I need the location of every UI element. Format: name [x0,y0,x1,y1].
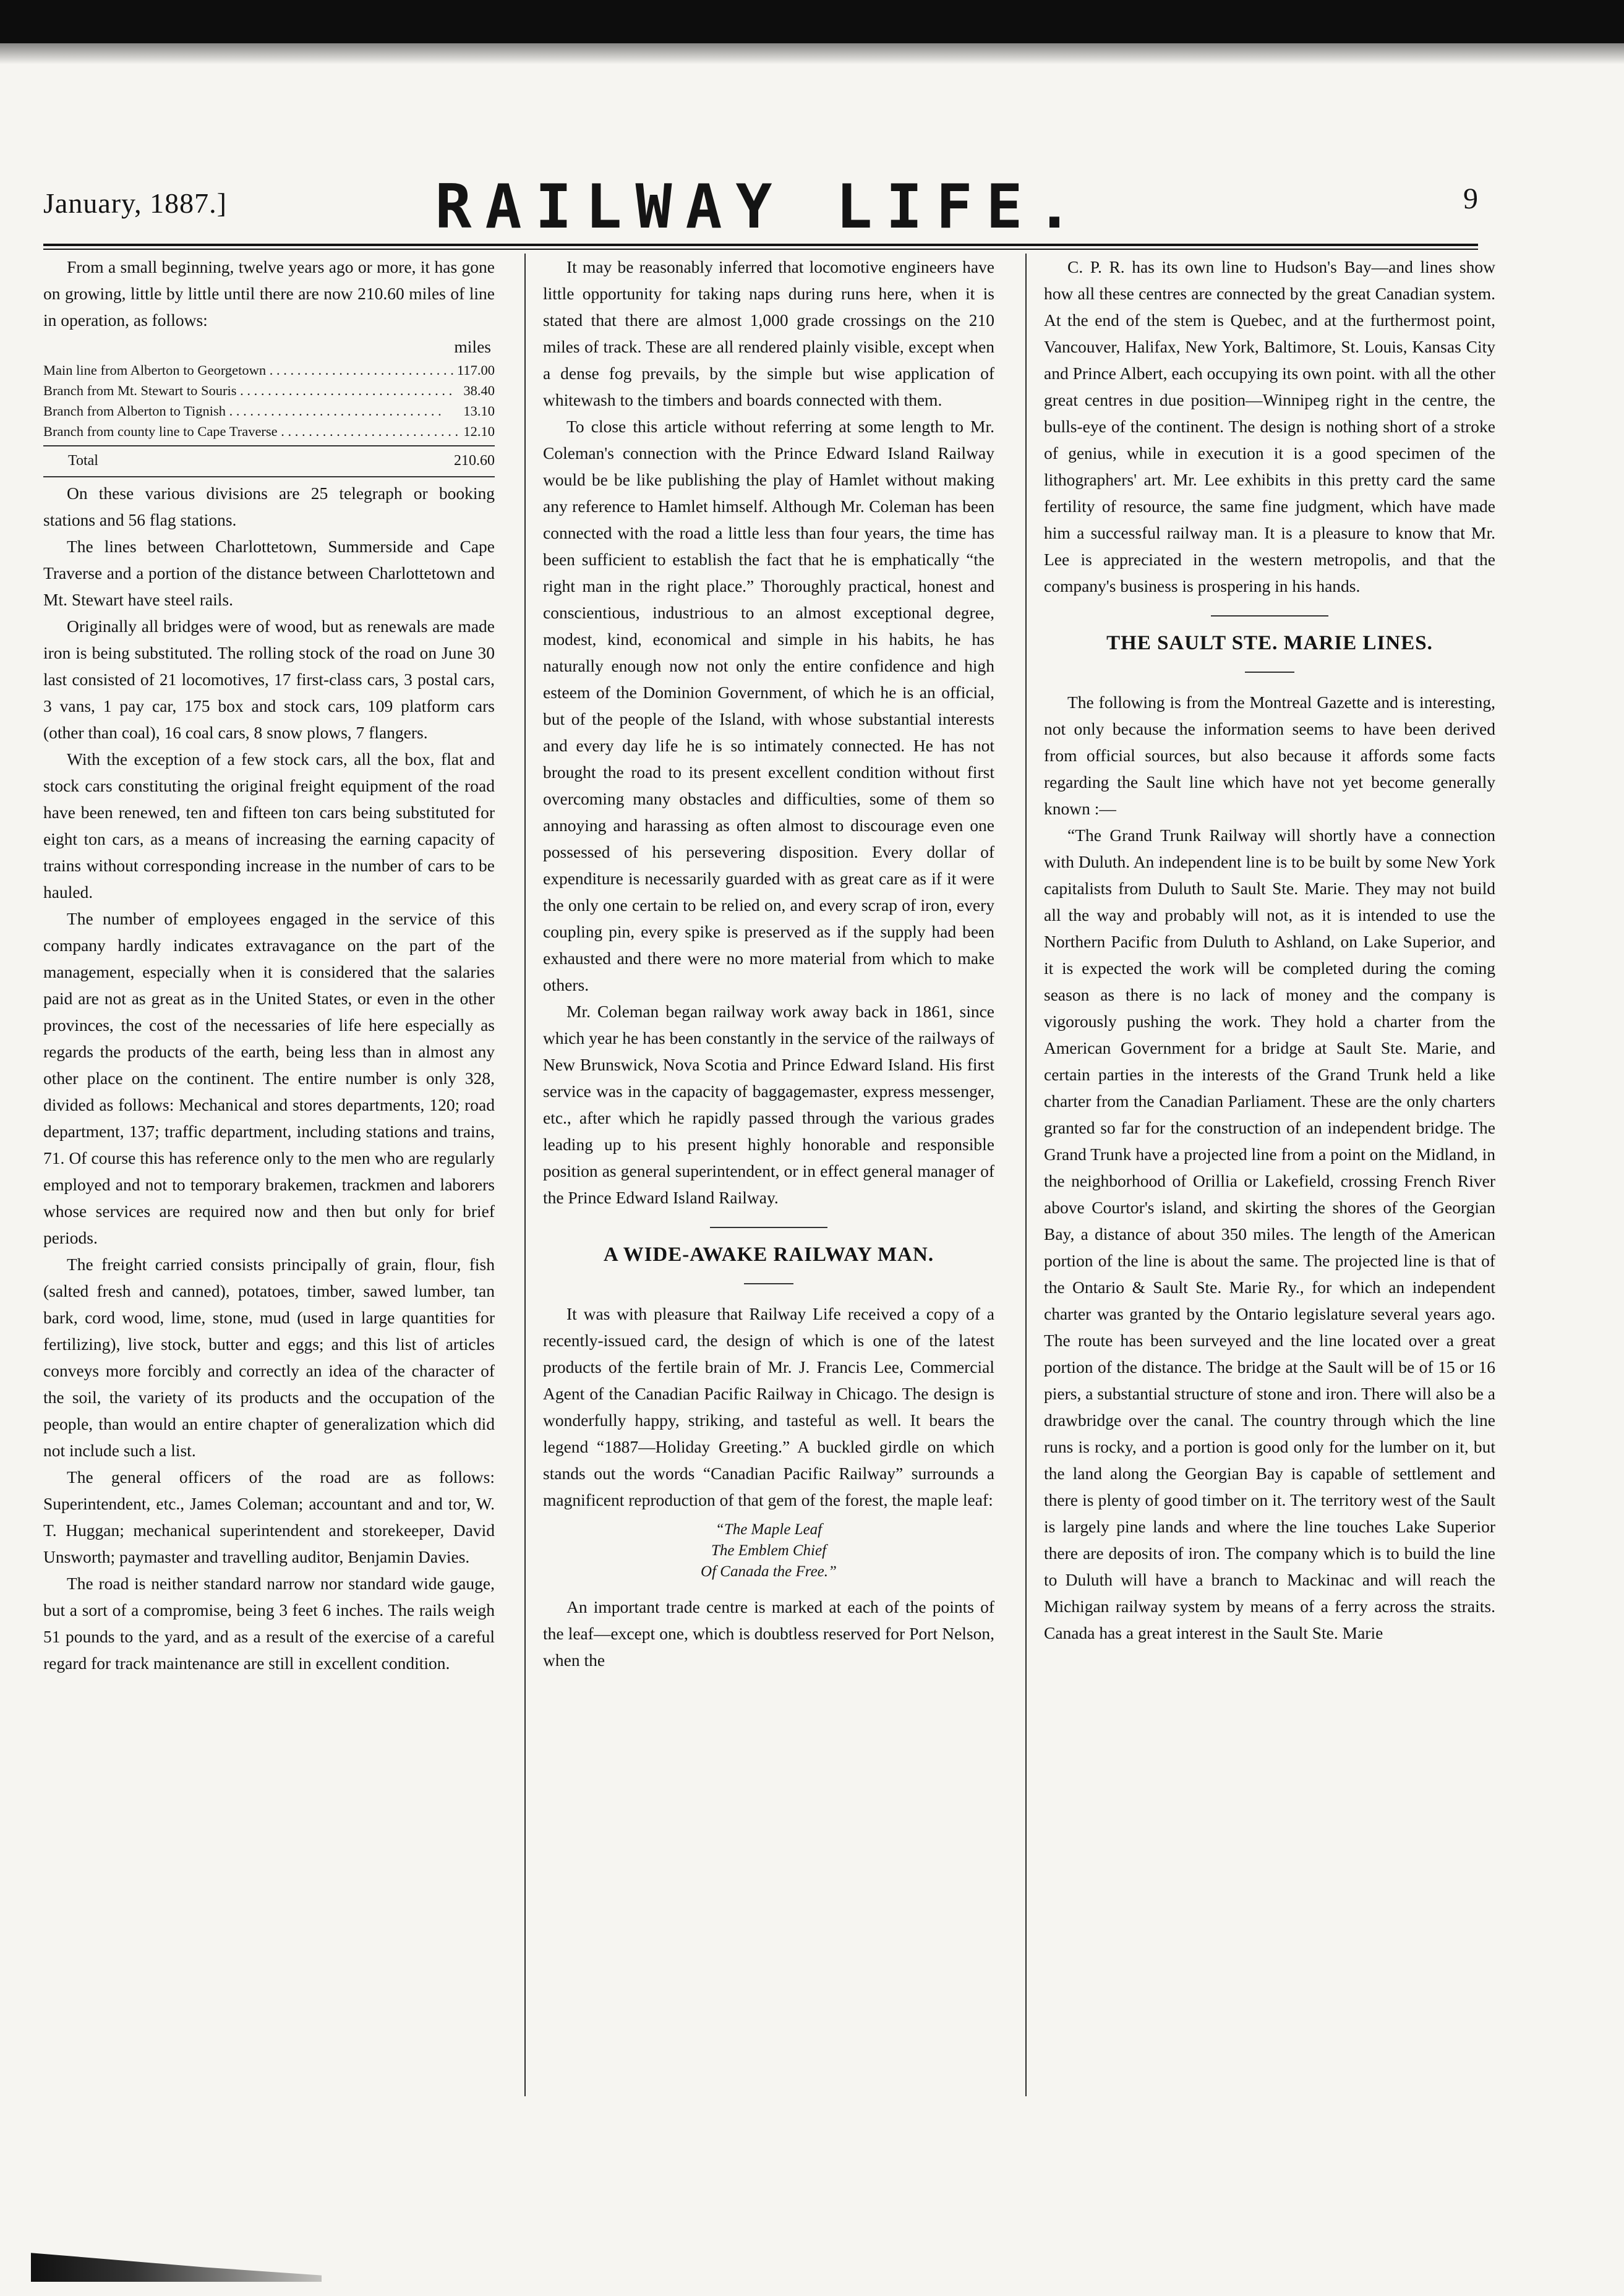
mileage-line-name: Branch from Mt. Stewart to Souris . . . [43,380,459,401]
paragraph: The general officers of the road are as follows: Superintendent, etc., James Coleman; accountant and and tor, W. T. Huggan; mechanical superintendent and storekeeper, David Unsworth; paymaster and travelling auditor, Benjamin Davies. [43,1467,495,1566]
miles-column-header: miles [454,337,491,356]
paragraph: The road is neither standard narrow nor standard wide gauge, but a sort of a compromise, being 3 feet 6 inches. The rails weigh 51 pounds to the yard, and as a result of the exercise of a careful regard for track maintenance are still in excellent condition. [43,1574,495,1673]
mileage-value: 13.10 [463,403,495,419]
column-3 [1044,254,1495,2109]
paragraph: “The Grand Trunk Railway will shortly have a connection with Duluth. An independent line is to be built by some New York capitalists from Duluth to Sault Ste. Marie. They may not build all the way and probably will not, as it is intended to use the Northern Pacific from Duluth to Ashland, on Lake Superior, and it is expected the work will be completed during the coming season as there is no lack of money and the company is vigorously pushing the work. They hold a charter from the American Government for a bridge at Sault Ste. Marie, and certain parties in the interests of the Grand Trunk held a like charter from the Canadian Parliament. These are the only charters granted so far for the construction of an independent bridge. The Grand Trunk have a projected line from a point on the Midland, in the neighborhood of Orillia or Lakefield, crossing French River above Courtor's island, and skirting the shores of the Georgian Bay, a distance of about 350 miles. The length of the American portion of the line is about the same. The projected line is that of the Ontario & Sault Ste. Marie Ry., for which an independent charter was granted by the Ontario legislature several years ago. The route has been surveyed and the line located over a great portion of the distance. The bridge at the Sault will be of 15 or 16 piers, a substantial structure of stone and iron. There will also be a drawbridge over the canal. The country through which the line runs is rocky, and a portion is good only for the lumber on it, but the land along the Georgian Bay is capable of settlement and there is plenty of good timber on it. The territory west of the Sault is largely pine lands and where the line touches Lake Superior there are deposits of iron. The company which is to build the line to Duluth will have a branch to Mackinac and will reach the Michigan railway system by means of a ferry across the straits. Canada has a great interest in the Sault Ste. Marie [1044,826,1495,1642]
paragraph: The following is from the Montreal Gazette and is interesting, not only because the information seems to have been derived from official sources, but also because it affords some facts regarding the Sault line which have not yet become generally known :— [1044,693,1495,818]
paragraph: On these various divisions are 25 telegraph or booking stations and 56 flag stations. [43,484,495,529]
mileage-value: 38.40 [463,383,495,398]
mileage-line-name: Branch from county line to Cape Traverse . . . [43,421,459,442]
table-rule [43,476,495,477]
paragraph: The lines between Charlottetown, Summerside and Cape Traverse and a portion of the distance between Charlottetown and Mt. Stewart have steel rails. [43,537,495,609]
mileage-total-label: Total [68,453,98,469]
column-2 [543,254,994,2109]
article-heading: A WIDE-AWAKE RAILWAY MAN. [603,1244,934,1266]
paragraph: C. P. R. has its own line to Hudson's Bay—and lines show how all these centres are connected by the great Canadian system. At the end of the stem is Quebec, and at the furthermost point, Vancouver, Halifax, New York, Baltimore, St. Louis, Kansas City and Prince Albert, each occupying its own point. with all the other great centres in due position—Winnipeg right in the centre, the bulls-eye of the continent. The design is nothing short of a stroke of genius, while in execution it is a good specimen of the lithographers' art. Mr. Lee exhibits in this pretty card the same fertility of resource, the same fine judgment, which have made him a successful railway man. It is a pleasure to know that Mr. Lee is appreciated in the western metropolis, and that the company's business is prospering in his hands. [1044,257,1495,595]
mileage-row [43,360,495,380]
section-separator [710,1227,827,1228]
mileage-total-value: 210.60 [454,453,495,469]
paragraph: Mr. Coleman began railway work away back in 1861, since which year he has been constantly in the service of the railways of New Brunswick, Nova Scotia and Prince Edward Island. His first service was in the capacity of baggagemaster, express messenger, etc., after which he rapidly passed through the various grades leading up to his present highly honorable and responsible position as general superintendent, or in effect general manager of the Prince Edward Island Railway. [543,1002,994,1207]
mileage-line-name: Main line from Alberton to Georgetown . . . [43,360,453,380]
paragraph: An important trade centre is marked at each of the points of the leaf—except one, which is doubtless reserved for Port Nelson, when the [543,1597,994,1670]
paragraph: With the exception of a few stock cars, all the box, flat and stock cars constituting the original freight equipment of the road have been renewed, ten and fifteen ton cars being substituted for eight ton cars, as a means of increasing the earning capacity of trains without corresponding increase in the number of cars to be hauled. [43,749,495,902]
mileage-row [43,380,495,401]
verse-line: The Emblem Chief [711,1542,827,1559]
heading-underline [744,1283,793,1284]
column-divider [1025,254,1027,2096]
paragraph: To close this article without referring at some length to Mr. Coleman's connection with the Prince Edward Island Railway would be be like publishing the play of Hamlet without making any reference to Hamlet himself. Although Mr. Coleman has been connected with the road a little less than four years, the time has been sufficient to establish the fact that he is emphatically “the right man in the right place.” Thoroughly practical, honest and conscientious, industrious to an almost exceptional degree, modest, kind, economical and simple in his habits, he has naturally enough now not only the entire confidence and high esteem of the Dominion Government, of which he is an official, but of the people of the Island, with whose substantial interests and every day life he is so intimately connected. He has not brought the road to its present excellent condition without first overcoming many obstacles and difficulties, some of them so annoying and harassing as often almost to discourage even one possessed of his persevering disposition. Every dollar of expenditure is necessarily guarded with as great care as if it were the only one certain to be relied on, and every scrap of iron, every coupling pin, every spike is preserved as if the supply had been exhausted and there were no more material from which to make others. [543,417,994,994]
mileage-total-row [43,449,495,472]
mileage-row [43,421,495,442]
verse-line: Of Canada the Free.” [701,1563,837,1580]
section-separator [1211,615,1328,617]
scan-bottom-smudge [31,2250,322,2282]
verse-line: “The Maple Leaf [715,1521,823,1538]
mileage-row [43,401,495,421]
paragraph: It was with pleasure that Railway Life received a copy of a recently-issued card, the design of which is one of the latest products of the fertile brain of Mr. J. Francis Lee, Commercial Agent of the Canadian Pacific Railway in Chicago. The design is wonderfully happy, striking, and tasteful as well. It bears the legend “1887—Holiday Greeting.” A buckled girdle on which stands out the words “Canadian Pacific Railway” surrounds a magnificent reproduction of that gem of the forest, the maple leaf: [543,1304,994,1509]
newspaper-title: RAILWAY LIFE. [435,172,1087,242]
mileage-table [43,360,495,477]
masthead-rule-thin [43,249,1478,250]
verse-quote [543,1519,994,1582]
paragraph: The number of employees engaged in the service of this company hardly indicates extravagance on the part of the management, especially when it is considered that the salaries paid are not as great as in the United States, or even in the other provinces, the cost of the necessaries of life here especially as regards the products of the earth, being less than in almost any other place on the continent. The entire number is only 328, divided as follows: Mechanical and stores departments, 120; road department, 137; traffic department, including stations and trains, 71. Of course this has reference only to the men who are regularly employed and not to temporary brakemen, trackmen and laborers whose services are required now and then but only for brief periods. [43,909,495,1247]
mileage-value: 12.10 [463,424,495,439]
column-1 [43,254,495,2109]
heading-underline [1245,672,1294,673]
mileage-value: 117.00 [456,362,495,378]
issue-date: January, 1887.] [43,187,227,219]
article-heading: THE SAULT STE. MARIE LINES. [1106,632,1433,654]
page-number: 9 [1463,182,1478,215]
paragraph: The freight carried consists principally of grain, flour, fish (salted fresh and canned), potatoes, timber, sawed lumber, tan bark, cord wood, lime, stone, mud (used in large quantities for fertilizing), live stock, butter and eggs; and this list of articles conveys more forcibly and correctly an idea of the character of the soil, the variety of its products and the occupation of the people, than would an entire chapter of generalization which did not include such a list. [43,1255,495,1460]
table-rule [43,445,495,446]
masthead-rule-thick [43,244,1478,246]
mileage-line-name: Branch from Alberton to Tignish . . . [43,401,459,421]
masthead [43,172,1478,240]
paragraph: From a small beginning, twelve years ago or more, it has gone on growing, little by little until there are now 210.60 miles of line in operation, as follows: [43,257,495,330]
scan-top-shadow [0,43,1624,64]
column-divider [524,254,526,2096]
paragraph: It may be reasonably inferred that locomotive engineers have little opportunity for taking naps during runs here, when it is stated that there are almost 1,000 grade crossings on the 210 miles of track. These are all rendered plainly visible, except when a dense fog prevails, by the simple but wise application of whitewash to the timbers and boards connected with them. [543,257,994,409]
paragraph: Originally all bridges were of wood, but as renewals are made iron is being substituted. The rolling stock of the road on June 30 last consisted of 21 locomotives, 17 first-class cars, 3 postal cars, 3 vans, 1 pay car, 175 box and stock cars, 109 platform cars (other than coal), 16 coal cars, 8 snow plows, 7 flangers. [43,617,495,742]
scan-top-border [0,0,1624,43]
